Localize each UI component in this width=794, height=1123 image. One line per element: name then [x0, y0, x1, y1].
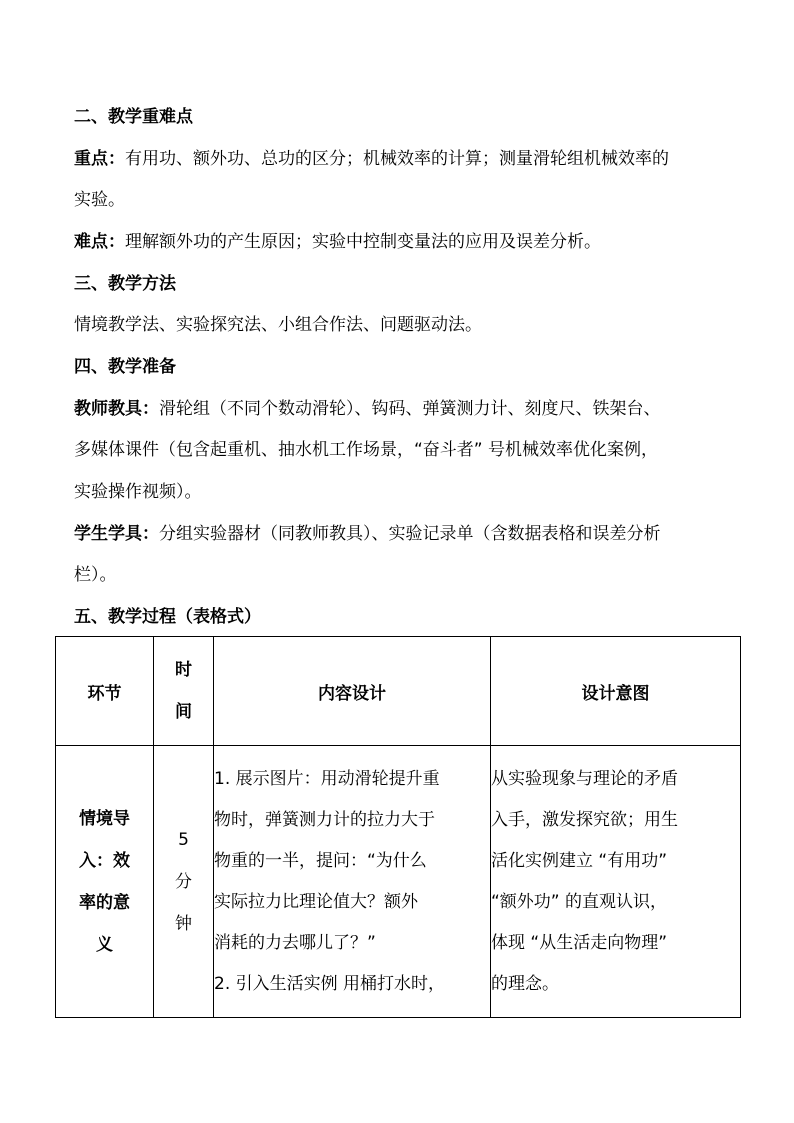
intent-line: 活化实例建立 “有用功” [491, 850, 668, 871]
section-line: 义 [96, 934, 113, 955]
header-content: 内容设计 [214, 637, 491, 746]
intent-line: 入手，激发探究欲；用生 [491, 809, 678, 830]
cell-time [154, 746, 214, 1018]
teacher-tools-label: 教师教具： [74, 399, 159, 419]
time-line: 钟 [175, 913, 192, 934]
teacher-tools-line-1 [74, 397, 661, 421]
heading-preparation: 四、教学准备 [74, 357, 176, 377]
teacher-tools-text: 滑轮组（不同个数动滑轮）、钩码、弹簧测力计、刻度尺、铁架台、 [159, 399, 661, 419]
section-line: 入：效 [79, 850, 130, 871]
student-tools-line-1 [74, 522, 661, 546]
key-points-line-1 [74, 147, 669, 171]
section-line: 情境导 [79, 808, 130, 829]
student-tools-label: 学生学具： [74, 524, 159, 544]
header-time [154, 637, 214, 746]
key-points-text: 有用功、额外功、总功的区分；机械效率的计算；测量滑轮组机械效率的 [125, 149, 669, 169]
content-line: 2. 引入生活实例 用桶打水时， [214, 973, 446, 994]
difficulty-line [74, 230, 601, 254]
time-line: 分 [175, 871, 192, 892]
intent-line: “额外功” 的直观认识， [491, 891, 668, 912]
content-line: 1. 展示图片：用动滑轮提升重 [214, 768, 440, 789]
cell-intent [491, 746, 741, 1018]
cell-section [56, 746, 154, 1018]
cell-content [214, 746, 491, 1018]
content-line: 实际拉力比理论值大？额外 [214, 891, 418, 912]
difficulty-label: 难点： [74, 232, 125, 252]
key-points-label: 重点： [74, 149, 125, 169]
table-header-row [56, 637, 741, 746]
intent-line: 体现 “从生活走向物理” [491, 932, 668, 953]
methods-text: 情境教学法、实验探究法、小组合作法、问题驱动法。 [74, 315, 482, 335]
header-time-char-1: 时 [175, 660, 192, 680]
table-row [56, 746, 741, 1018]
heading-focus: 二、教学重难点 [74, 107, 193, 127]
difficulty-text: 理解额外功的产生原因；实验中控制变量法的应用及误差分析。 [125, 232, 601, 252]
key-points-line-2: 实验。 [74, 190, 125, 210]
section-line: 率的意 [79, 892, 130, 913]
teacher-tools-line-2: 多媒体课件（包含起重机、抽水机工作场景，“奋斗者” 号机械效率优化案例， [74, 440, 659, 460]
student-tools-line-2: 栏）。 [74, 565, 117, 585]
header-intent: 设计意图 [491, 637, 741, 746]
content-line: 物时，弹簧测力计的拉力大于 [214, 809, 435, 830]
header-section: 环节 [56, 637, 154, 746]
header-time-char-2: 间 [175, 702, 192, 722]
heading-process: 五、教学过程（表格式） [74, 607, 261, 627]
time-line: 5 [178, 829, 189, 850]
heading-methods: 三、教学方法 [74, 274, 176, 294]
content-line: 消耗的力去哪儿了？” [214, 932, 376, 953]
content-line: 物重的一半，提问：“为什么 [214, 850, 427, 871]
intent-line: 的理念。 [491, 973, 559, 994]
student-tools-text: 分组实验器材（同教师教具）、实验记录单（含数据表格和误差分析 [159, 524, 661, 544]
teacher-tools-line-3: 实验操作视频）。 [74, 482, 202, 502]
intent-line: 从实验现象与理论的矛盾 [491, 768, 678, 789]
teaching-process-table [55, 636, 741, 1018]
